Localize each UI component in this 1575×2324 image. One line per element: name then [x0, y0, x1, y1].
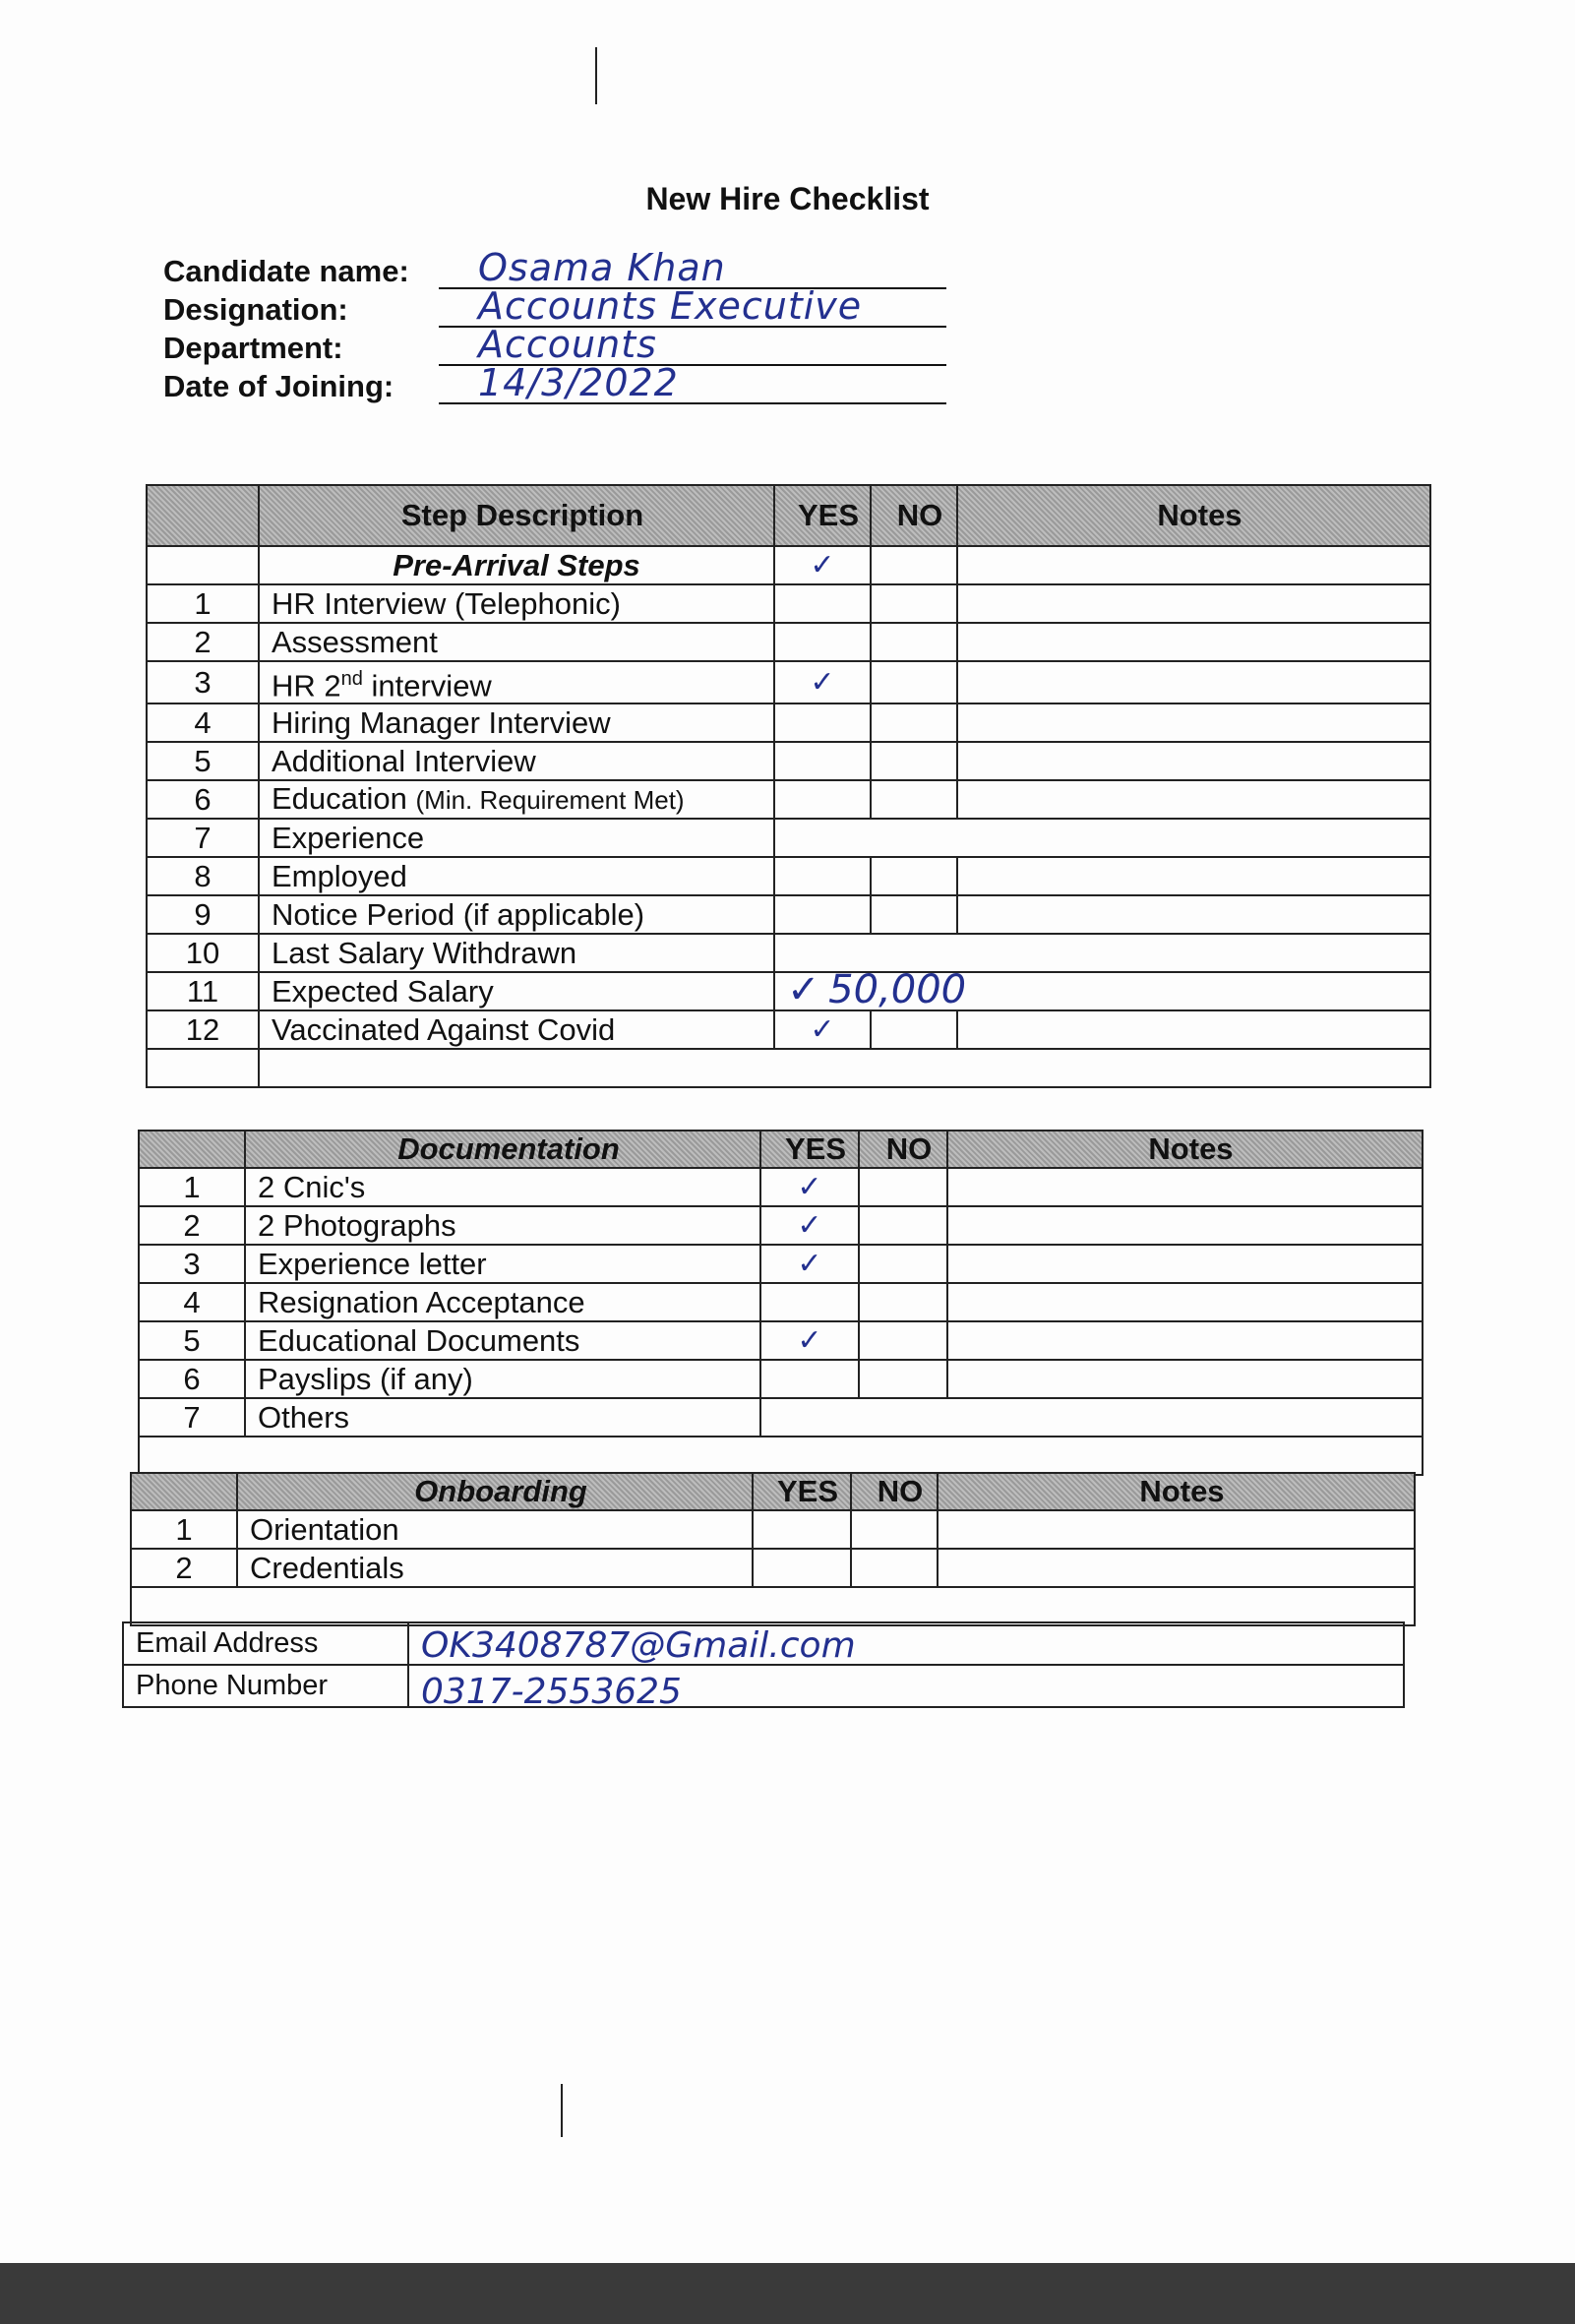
section-row: [147, 546, 1430, 584]
table-row: [147, 780, 1430, 819]
scan-mark: [595, 47, 597, 104]
table-row: [139, 1245, 1423, 1283]
designation-value: Accounts Executive: [478, 284, 863, 328]
email-cell: [408, 1622, 1404, 1665]
no-cell: [859, 1283, 947, 1321]
table-row: [147, 1010, 1430, 1049]
yes-header: YES: [760, 1131, 859, 1168]
row-label: Credentials: [237, 1549, 753, 1587]
no-cell: [859, 1245, 947, 1283]
row-label: 2 Cnic's: [245, 1168, 760, 1206]
row-number: 9: [147, 895, 259, 934]
row-label: Hiring Manager Interview: [259, 703, 774, 742]
documentation-table: [138, 1130, 1424, 1476]
check-mark: ✓: [760, 1321, 859, 1360]
no-cell: [859, 1360, 947, 1398]
yes-header: YES: [753, 1473, 851, 1510]
table-row: [147, 857, 1430, 895]
notes-cell: [957, 857, 1430, 895]
row-label: Additional Interview: [259, 742, 774, 780]
row-number: 8: [147, 857, 259, 895]
header-blank-cell: [131, 1473, 237, 1510]
department-value: Accounts: [478, 323, 657, 366]
email-row: [123, 1622, 1404, 1665]
check-mark: ✓: [760, 1245, 859, 1283]
table-row: [147, 972, 1430, 1010]
blank-cell: [957, 546, 1430, 584]
email-value: OK3408787@Gmail.com: [421, 1625, 856, 1666]
row-label: Experience: [259, 819, 774, 857]
row-number: 3: [147, 661, 259, 703]
spacer-row: [147, 1049, 1430, 1087]
no-cell: [871, 780, 957, 819]
header-blank-cell: [147, 485, 259, 546]
notes-cell: [947, 1245, 1423, 1283]
blank-cell: [131, 1587, 1415, 1625]
blank-cell: [871, 546, 957, 584]
row-number: 4: [147, 703, 259, 742]
row-number: 12: [147, 1010, 259, 1049]
notes-cell: [957, 742, 1430, 780]
yes-cell: [774, 623, 871, 661]
notes-header: Notes: [938, 1473, 1415, 1510]
row-number: 6: [139, 1360, 245, 1398]
notes-header: Notes: [957, 485, 1430, 546]
scan-mark: [561, 2084, 563, 2137]
row-label-sup: nd: [340, 668, 363, 690]
row-label: HR 2: [272, 668, 341, 703]
department-label: Department:: [163, 331, 343, 365]
scan-edge: [0, 2263, 1575, 2324]
no-cell: [859, 1168, 947, 1206]
table-row: [147, 819, 1430, 857]
blank-cell: [147, 1049, 259, 1087]
row-label: Payslips (if any): [245, 1360, 760, 1398]
merged-cell: [760, 1398, 1423, 1437]
check-mark: ✓: [774, 1010, 871, 1049]
doj-value: 14/3/2022: [478, 361, 679, 404]
yes-cell: [774, 742, 871, 780]
row-label-note: (Min. Requirement Met): [415, 785, 685, 816]
yes-cell: [753, 1549, 851, 1587]
no-cell: [851, 1549, 938, 1587]
notes-header: Notes: [947, 1131, 1423, 1168]
row-number: 5: [139, 1321, 245, 1360]
blank-cell: [139, 1437, 1423, 1475]
check-mark: ✓: [760, 1206, 859, 1245]
row-number: 4: [139, 1283, 245, 1321]
yes-cell: [774, 895, 871, 934]
phone-value: 0317-2553625: [421, 1672, 682, 1712]
row-label: HR Interview (Telephonic): [259, 584, 774, 623]
notes-cell: [957, 1010, 1430, 1049]
documentation-title: Documentation: [245, 1131, 760, 1168]
row-number: 7: [139, 1398, 245, 1437]
notes-cell: [957, 623, 1430, 661]
yes-cell: [753, 1510, 851, 1549]
row-number: 5: [147, 742, 259, 780]
yes-cell: [774, 780, 871, 819]
row-number: 1: [147, 584, 259, 623]
yes-cell: [774, 703, 871, 742]
row-label: Orientation: [237, 1510, 753, 1549]
table-row: [147, 703, 1430, 742]
no-header: NO: [851, 1473, 938, 1510]
row-label-rest: interview: [362, 668, 492, 703]
merged-cell: [774, 819, 1430, 857]
row-number: 6: [147, 780, 259, 819]
row-number: 10: [147, 934, 259, 972]
row-label: Education: [272, 781, 416, 817]
no-header: NO: [871, 485, 957, 546]
check-mark: ✓: [774, 661, 871, 703]
table-row: [139, 1360, 1423, 1398]
no-cell: [859, 1206, 947, 1245]
row-label-education: [259, 780, 774, 819]
no-cell: [871, 703, 957, 742]
onboarding-header-row: [131, 1473, 1415, 1510]
notes-cell: [938, 1510, 1415, 1549]
step-description-header: Step Description: [259, 485, 774, 546]
row-label: Notice Period (if applicable): [259, 895, 774, 934]
doj-label: Date of Joining:: [163, 369, 394, 403]
no-cell: [871, 623, 957, 661]
row-label: Resignation Acceptance: [245, 1283, 760, 1321]
yes-header: YES: [774, 485, 871, 546]
designation-label: Designation:: [163, 292, 348, 327]
notes-cell: [957, 661, 1430, 703]
notes-cell: [947, 1168, 1423, 1206]
notes-cell: [957, 895, 1430, 934]
table-row: [139, 1168, 1423, 1206]
candidate-value: Osama Khan: [478, 246, 726, 289]
check-mark: ✓: [774, 546, 871, 584]
phone-label: Phone Number: [123, 1665, 408, 1707]
yes-cell: [760, 1360, 859, 1398]
row-number: 1: [139, 1168, 245, 1206]
blank-cell: [147, 546, 259, 584]
candidate-label: Candidate name:: [163, 254, 409, 288]
no-cell: [851, 1510, 938, 1549]
documentation-header-row: [139, 1131, 1423, 1168]
expected-salary-value: 50,000: [828, 967, 967, 1013]
table-row: [139, 1283, 1423, 1321]
table-row: [139, 1206, 1423, 1245]
notes-cell: [947, 1360, 1423, 1398]
notes-cell: [947, 1283, 1423, 1321]
row-number: 11: [147, 972, 259, 1010]
row-number: 2: [147, 623, 259, 661]
notes-cell: [957, 703, 1430, 742]
phone-row: [123, 1665, 1404, 1707]
yes-cell: [774, 584, 871, 623]
spacer-row: [139, 1437, 1423, 1475]
pre-arrival-title: Pre-Arrival Steps: [259, 546, 774, 584]
yes-cell: [774, 857, 871, 895]
notes-cell: [957, 780, 1430, 819]
notes-cell: [947, 1321, 1423, 1360]
phone-cell: [408, 1665, 1404, 1712]
email-label: Email Address: [123, 1622, 408, 1665]
no-cell: [871, 584, 957, 623]
table-row: [147, 584, 1430, 623]
yes-cell: [760, 1283, 859, 1321]
row-label: Employed: [259, 857, 774, 895]
table-row: [139, 1398, 1423, 1437]
table-row: [147, 895, 1430, 934]
row-label: Others: [245, 1398, 760, 1437]
onboarding-table: [130, 1472, 1416, 1626]
table-row: [139, 1321, 1423, 1360]
row-label: Experience letter: [245, 1245, 760, 1283]
row-number: 1: [131, 1510, 237, 1549]
page-title: New Hire Checklist: [645, 181, 930, 216]
expected-salary-cell: [774, 967, 1430, 1013]
spacer-row: [131, 1587, 1415, 1625]
row-label: Expected Salary: [259, 972, 774, 1010]
table-row: [131, 1510, 1415, 1549]
pre-arrival-table: [146, 484, 1431, 1088]
no-cell: [859, 1321, 947, 1360]
no-header: NO: [859, 1131, 947, 1168]
notes-cell: [947, 1206, 1423, 1245]
row-label: Vaccinated Against Covid: [259, 1010, 774, 1049]
table-header-row: [147, 485, 1430, 546]
no-cell: [871, 742, 957, 780]
table-row: [147, 661, 1430, 703]
row-number: 2: [131, 1549, 237, 1587]
notes-cell: [938, 1549, 1415, 1587]
check-mark: ✓: [760, 1168, 859, 1206]
blank-cell: [259, 1049, 1430, 1087]
row-number: 3: [139, 1245, 245, 1283]
no-cell: [871, 895, 957, 934]
onboarding-title: Onboarding: [237, 1473, 753, 1510]
table-row: [147, 623, 1430, 661]
row-label-hr2: [259, 661, 774, 703]
row-label: Assessment: [259, 623, 774, 661]
row-label: 2 Photographs: [245, 1206, 760, 1245]
row-label: Last Salary Withdrawn: [259, 934, 774, 972]
row-label: Educational Documents: [245, 1321, 760, 1360]
no-cell: [871, 661, 957, 703]
no-cell: [871, 857, 957, 895]
notes-cell: [957, 584, 1430, 623]
table-row: [147, 742, 1430, 780]
header-blank-cell: [139, 1131, 245, 1168]
row-number: 2: [139, 1206, 245, 1245]
table-row: [131, 1549, 1415, 1587]
check-mark: ✓: [787, 967, 820, 1013]
row-number: 7: [147, 819, 259, 857]
contact-table: [122, 1621, 1405, 1712]
no-cell: [871, 1010, 957, 1049]
